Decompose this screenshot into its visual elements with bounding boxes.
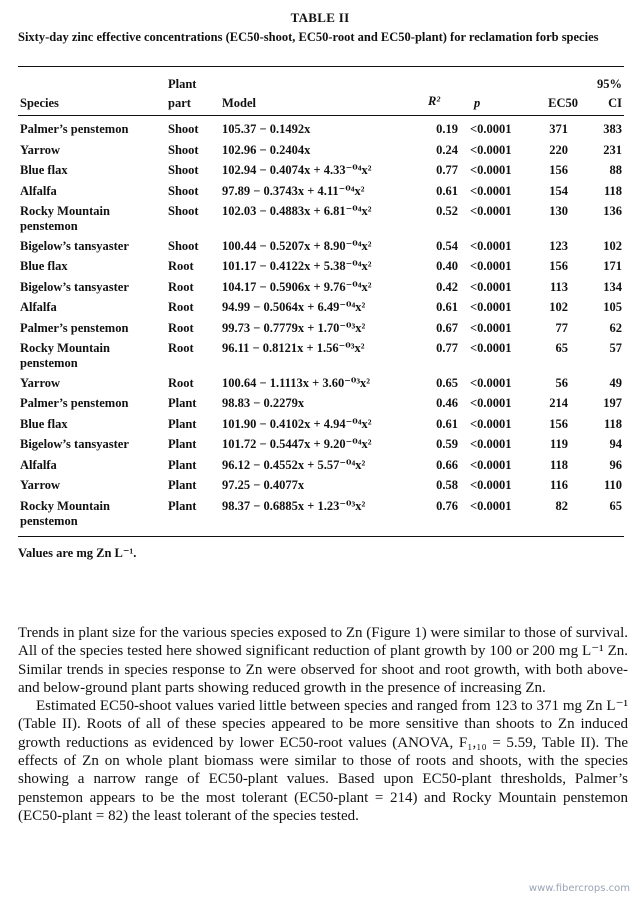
cell-p: <0.0001 (470, 204, 512, 218)
cell-part: Root (168, 259, 194, 273)
cell-ec50: 82 (555, 499, 568, 513)
cell-ci: 49 (609, 376, 622, 390)
cell-model: 101.72 − 0.5447x + 9.20⁻⁰⁴x² (222, 437, 372, 451)
cell-ec50: 371 (549, 122, 568, 136)
paragraph-1: Trends in plant size for the various species exposed to Zn (Figure 1) were similar to those of survival. All of the species tested here showed significant reduction of plant growth by 100 or 200 mg L⁻¹ Zn. Similar trends in species response to Zn were observed for shoot and root growth, with both above- and below-ground plant parts showing reduced growth in the presence of increasing Zn. (18, 625, 628, 696)
cell-r2: 0.76 (436, 499, 458, 513)
cell-species: Palmer’s penstemon (20, 321, 129, 335)
cell-species: Blue flax (20, 259, 68, 273)
cell-model: 100.64 − 1.1113x + 3.60⁻⁰³x² (222, 376, 371, 390)
cell-model: 101.90 − 0.4102x + 4.94⁻⁰⁴x² (222, 417, 372, 431)
cell-species: Yarrow (20, 478, 61, 492)
cell-ci: 62 (609, 321, 622, 335)
cell-p: <0.0001 (470, 122, 512, 136)
cell-ci: 94 (609, 437, 622, 451)
cell-p: <0.0001 (470, 396, 512, 410)
cell-species: Palmer’s penstemon (20, 396, 129, 410)
cell-ec50: 77 (555, 321, 568, 335)
cell-r2: 0.61 (436, 300, 458, 314)
cell-p: <0.0001 (470, 417, 512, 431)
cell-part: Plant (168, 417, 197, 431)
cell-model: 99.73 − 0.7779x + 1.70⁻⁰³x² (222, 321, 366, 335)
cell-species: Bigelow’s tansyaster (20, 239, 129, 253)
cell-p: <0.0001 (470, 184, 512, 198)
header-ci-line1: 95% (597, 77, 622, 91)
cell-r2: 0.65 (436, 376, 458, 390)
table-label: TABLE II (290, 10, 350, 25)
cell-ci: 171 (603, 259, 622, 273)
cell-p: <0.0001 (470, 259, 512, 273)
cell-species: Bigelow’s tansyaster (20, 437, 129, 451)
cell-r2: 0.66 (436, 458, 458, 472)
cell-species: Rocky Mountain penstemon (20, 499, 110, 528)
cell-ec50: 220 (549, 143, 568, 157)
cell-species: Yarrow (20, 143, 61, 157)
header-plant-part-line1: Plant (168, 77, 197, 91)
cell-r2: 0.40 (436, 259, 458, 273)
cell-model: 102.94 − 0.4074x + 4.33⁻⁰⁴x² (222, 163, 372, 177)
header-plant-part-line2: part (168, 96, 191, 110)
cell-part: Plant (168, 396, 197, 410)
cell-ci: 105 (603, 300, 622, 314)
cell-p: <0.0001 (470, 458, 512, 472)
cell-model: 105.37 − 0.1492x (222, 122, 311, 136)
cell-ci: 118 (603, 417, 622, 431)
cell-model: 96.11 − 0.8121x + 1.56⁻⁰³x² (222, 341, 365, 355)
cell-r2: 0.46 (436, 396, 458, 410)
cell-species: Bigelow’s tansyaster (20, 280, 129, 294)
cell-model: 96.12 − 0.4552x + 5.57⁻⁰⁴x² (222, 458, 366, 472)
cell-p: <0.0001 (470, 239, 512, 253)
cell-part: Shoot (168, 143, 199, 157)
cell-part: Plant (168, 499, 197, 513)
cell-ci: 96 (609, 458, 622, 472)
cell-p: <0.0001 (470, 163, 512, 177)
cell-model: 102.03 − 0.4883x + 6.81⁻⁰⁴x² (222, 204, 372, 218)
cell-p: <0.0001 (470, 437, 512, 451)
cell-part: Root (168, 300, 194, 314)
cell-p: <0.0001 (470, 478, 512, 492)
cell-r2: 0.54 (436, 239, 458, 253)
cell-r2: 0.77 (436, 341, 458, 355)
watermark: www.fibercrops.com (528, 883, 630, 894)
cell-p: <0.0001 (470, 499, 512, 513)
cell-ec50: 116 (549, 478, 568, 492)
cell-model: 98.37 − 0.6885x + 1.23⁻⁰³x² (222, 499, 366, 513)
cell-part: Plant (168, 478, 197, 492)
cell-p: <0.0001 (470, 300, 512, 314)
cell-ec50: 118 (549, 458, 568, 472)
cell-ec50: 102 (549, 300, 568, 314)
table-caption: Sixty-day zinc effective concentrations (EC50-shoot, EC50-root and EC50-plant) for reclamation forb species (18, 30, 599, 44)
header-model: Model (222, 96, 257, 110)
header-species: Species (20, 96, 59, 110)
cell-ci: 197 (603, 396, 622, 410)
header-r2: R² (428, 94, 441, 108)
cell-part: Shoot (168, 239, 199, 253)
cell-species: Yarrow (20, 376, 61, 390)
cell-ec50: 156 (549, 417, 568, 431)
table-bottom-rule (18, 536, 624, 537)
cell-part: Shoot (168, 184, 199, 198)
cell-r2: 0.24 (436, 143, 458, 157)
cell-species: Alfalfa (20, 184, 57, 198)
cell-r2: 0.52 (436, 204, 458, 218)
cell-ec50: 214 (549, 396, 568, 410)
cell-part: Plant (168, 437, 197, 451)
cell-model: 97.89 − 0.3743x + 4.11⁻⁰⁴x² (222, 184, 365, 198)
cell-model: 98.83 − 0.2279x (222, 396, 305, 410)
cell-part: Shoot (168, 204, 199, 218)
cell-part: Root (168, 280, 194, 294)
table-footnote: Values are mg Zn L⁻¹. (18, 546, 137, 560)
cell-ec50: 65 (555, 341, 568, 355)
header-ci-line2: CI (608, 96, 622, 110)
cell-r2: 0.19 (436, 122, 458, 136)
cell-ec50: 119 (549, 437, 568, 451)
cell-p: <0.0001 (470, 376, 512, 390)
cell-part: Root (168, 321, 194, 335)
cell-ci: 136 (603, 204, 622, 218)
cell-p: <0.0001 (470, 280, 512, 294)
cell-species: Alfalfa (20, 300, 57, 314)
cell-species: Blue flax (20, 163, 68, 177)
cell-p: <0.0001 (470, 143, 512, 157)
cell-p: <0.0001 (470, 341, 512, 355)
cell-species: Palmer’s penstemon (20, 122, 129, 136)
cell-part: Root (168, 341, 194, 355)
cell-r2: 0.59 (436, 437, 458, 451)
cell-ec50: 113 (549, 280, 568, 294)
cell-ci: 231 (603, 143, 622, 157)
cell-species: Alfalfa (20, 458, 57, 472)
cell-ci: 88 (609, 163, 622, 177)
cell-model: 101.17 − 0.4122x + 5.38⁻⁰⁴x² (222, 259, 372, 273)
body-text (18, 624, 628, 825)
cell-model: 94.99 − 0.5064x + 6.49⁻⁰⁴x² (222, 300, 366, 314)
cell-model: 97.25 − 0.4077x (222, 478, 305, 492)
cell-ci: 383 (603, 122, 622, 136)
cell-ci: 57 (609, 341, 622, 355)
cell-ec50: 156 (549, 259, 568, 273)
cell-model: 104.17 − 0.5906x + 9.76⁻⁰⁴x² (222, 280, 372, 294)
header-p: p (474, 96, 481, 110)
cell-r2: 0.58 (436, 478, 458, 492)
cell-ec50: 130 (549, 204, 568, 218)
cell-ci: 65 (609, 499, 622, 513)
cell-species: Rocky Mountain penstemon (20, 341, 110, 370)
cell-r2: 0.77 (436, 163, 458, 177)
cell-ec50: 56 (555, 376, 568, 390)
cell-ci: 110 (603, 478, 622, 492)
cell-part: Shoot (168, 122, 199, 136)
cell-r2: 0.61 (436, 417, 458, 431)
cell-ec50: 156 (549, 163, 568, 177)
cell-r2: 0.42 (436, 280, 458, 294)
cell-ci: 134 (603, 280, 622, 294)
cell-ec50: 154 (549, 184, 568, 198)
cell-r2: 0.61 (436, 184, 458, 198)
cell-r2: 0.67 (436, 321, 458, 335)
cell-species: Rocky Mountain penstemon (20, 204, 110, 233)
header-ec50: EC50 (548, 96, 578, 110)
cell-part: Plant (168, 458, 197, 472)
cell-ci: 118 (603, 184, 622, 198)
cell-ci: 102 (603, 239, 622, 253)
cell-model: 100.44 − 0.5207x + 8.90⁻⁰⁴x² (222, 239, 372, 253)
paragraph-2: Estimated EC50-shoot values varied little between species and ranged from 123 to 371 mg Zn L⁻¹ (Table II). Roots of all of these species appeared to be more sensitive than shoots to Zn induced growth reductions as evidenced by lower EC50-root values (ANOVA, F₁,₁₀ = 5.59, Table II). The effects of Zn on whole plant biomass were similar to those of roots and shoots, with the species showing a narrow range of EC50-plant values. Based upon EC50-plant thresholds, Palmer’s penstemon appears to be the most tolerant (EC50-plant = 214) and Rocky Mountain penstemon (EC50-plant = 82) the least tolerant of the species tested. (18, 698, 628, 824)
cell-species: Blue flax (20, 417, 68, 431)
cell-part: Root (168, 376, 194, 390)
cell-model: 102.96 − 0.2404x (222, 143, 311, 157)
cell-part: Shoot (168, 163, 199, 177)
cell-ec50: 123 (549, 239, 568, 253)
cell-p: <0.0001 (470, 321, 512, 335)
